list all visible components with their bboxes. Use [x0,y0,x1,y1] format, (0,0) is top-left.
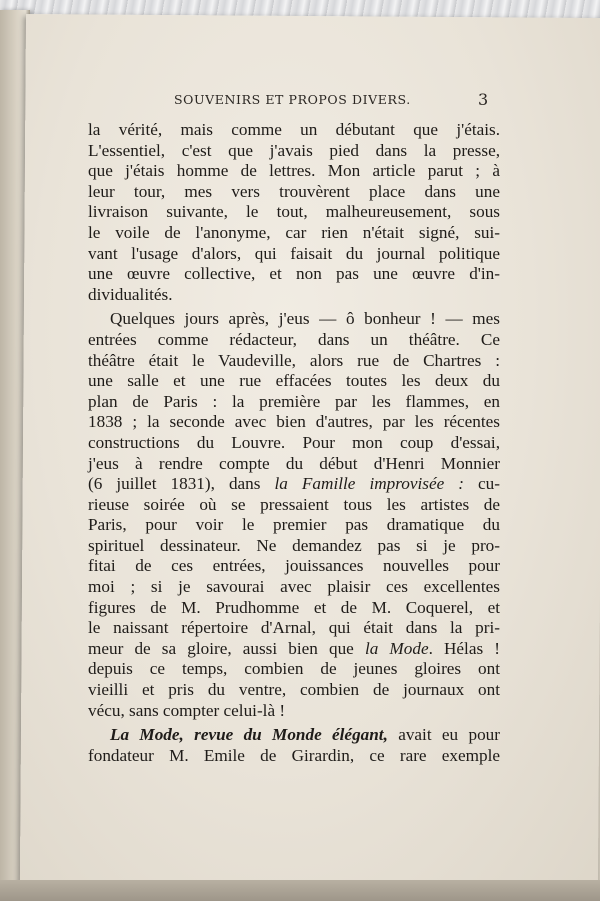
text-line [88,474,500,495]
line-text: que j'étais homme de lettres. Mon article parut ; à [88,161,500,181]
text-line [88,577,500,598]
text-line [88,330,500,351]
page-bottom-edge [0,880,600,901]
line-text: j'eus à rendre compte du début d'Henri Monnier [88,453,500,473]
line-text: fitai de ces entrées, jouissances nouvelles pour [88,556,500,576]
text-line [88,659,500,680]
emphasis-text: la Famille improvisée : [274,474,464,494]
running-header: SOUVENIRS ET PROPOS DIVERS. [174,92,411,107]
line-text: avait eu pour [387,725,500,745]
text-line [88,182,500,203]
body-text [88,120,500,766]
text-line [88,639,500,660]
line-text: fondateur M. Emile de Girardin, ce rare exemple [88,745,500,765]
text-line [88,202,500,223]
text-line [88,556,500,577]
line-text: livraison suivante, le tout, malheureusement, sous [88,202,500,222]
line-text: entrées comme rédacteur, dans un théâtre. Ce [88,329,500,349]
line-text: Quelques jours après, j'eus — ô bonheur ! — mes [110,309,500,329]
line-text: dividualités. [88,284,173,304]
text-line [88,618,500,639]
line-text: Paris, pour voir le premier pas dramatique du [88,515,500,535]
line-text: théâtre était le Vaudeville, alors rue de Chartres : [88,350,500,370]
line-text: figures de M. Prudhomme et de M. Coquerel, et [88,597,500,617]
text-line [88,371,500,392]
text-line [88,412,500,433]
text-line [88,495,500,516]
text-line [88,264,500,285]
text-line [88,725,500,746]
text-line [88,536,500,557]
line-text: leur tour, mes vers trouvèrent place dans une [88,181,500,201]
line-text: une œuvre collective, et non pas une œuvre d'in- [88,264,500,284]
text-line [88,701,500,722]
line-text: cu- [464,474,500,494]
text-line [88,680,500,701]
line-text: vieilli et pris du ventre, combien de journaux ont [88,680,500,700]
line-text: le naissant répertoire d'Arnal, qui était dans la pri- [88,618,500,638]
text-line [88,515,500,536]
text-line [88,392,500,413]
text-line [88,285,500,306]
line-text: la vérité, mais comme un débutant que j'étais. [88,120,500,139]
line-text: L'essentiel, c'est que j'avais pied dans la presse, [88,140,500,160]
text-line [88,141,500,162]
line-text: vant l'usage d'alors, qui faisait du journal politique [88,243,500,263]
line-text: une salle et une rue effacées toutes les deux du [88,371,500,391]
line-text: moi ; si je savourai avec plaisir ces excellentes [88,577,500,597]
line-text: spirituel dessinateur. Ne demandez pas si je pro- [88,535,500,555]
line-text: (6 juillet 1831), dans [88,474,275,494]
line-text: depuis ce temps, combien de jeunes gloires ont [88,659,500,679]
text-line [88,746,500,767]
text-line [88,120,500,141]
text-line [88,223,500,244]
text-line [88,351,500,372]
line-text: meur de sa gloire, aussi bien que [88,638,365,658]
line-text: le voile de l'anonyme, car rien n'était signé, sui- [88,222,500,242]
line-text: rieuse soirée où se pressaient tous les artistes de [88,494,500,514]
text-line [88,161,500,182]
emphasis-text: la Mode [364,638,429,658]
line-text: vécu, sans compter celui-là ! [88,700,286,720]
line-text: constructions du Louvre. Pour mon coup d'essai, [88,432,500,452]
text-line [88,433,500,454]
text-line [88,244,500,265]
emphasis-text: La Mode, revue du Monde élégant, [110,725,388,745]
text-line [88,309,500,330]
line-text: . Hélas ! [428,638,500,658]
text-line [88,454,500,475]
text-line [88,598,500,619]
line-text: 1838 ; la seconde avec bien d'autres, par les récentes [88,412,500,432]
page-number: 3 [478,90,489,109]
line-text: plan de Paris : la première par les flammes, en [88,391,500,411]
